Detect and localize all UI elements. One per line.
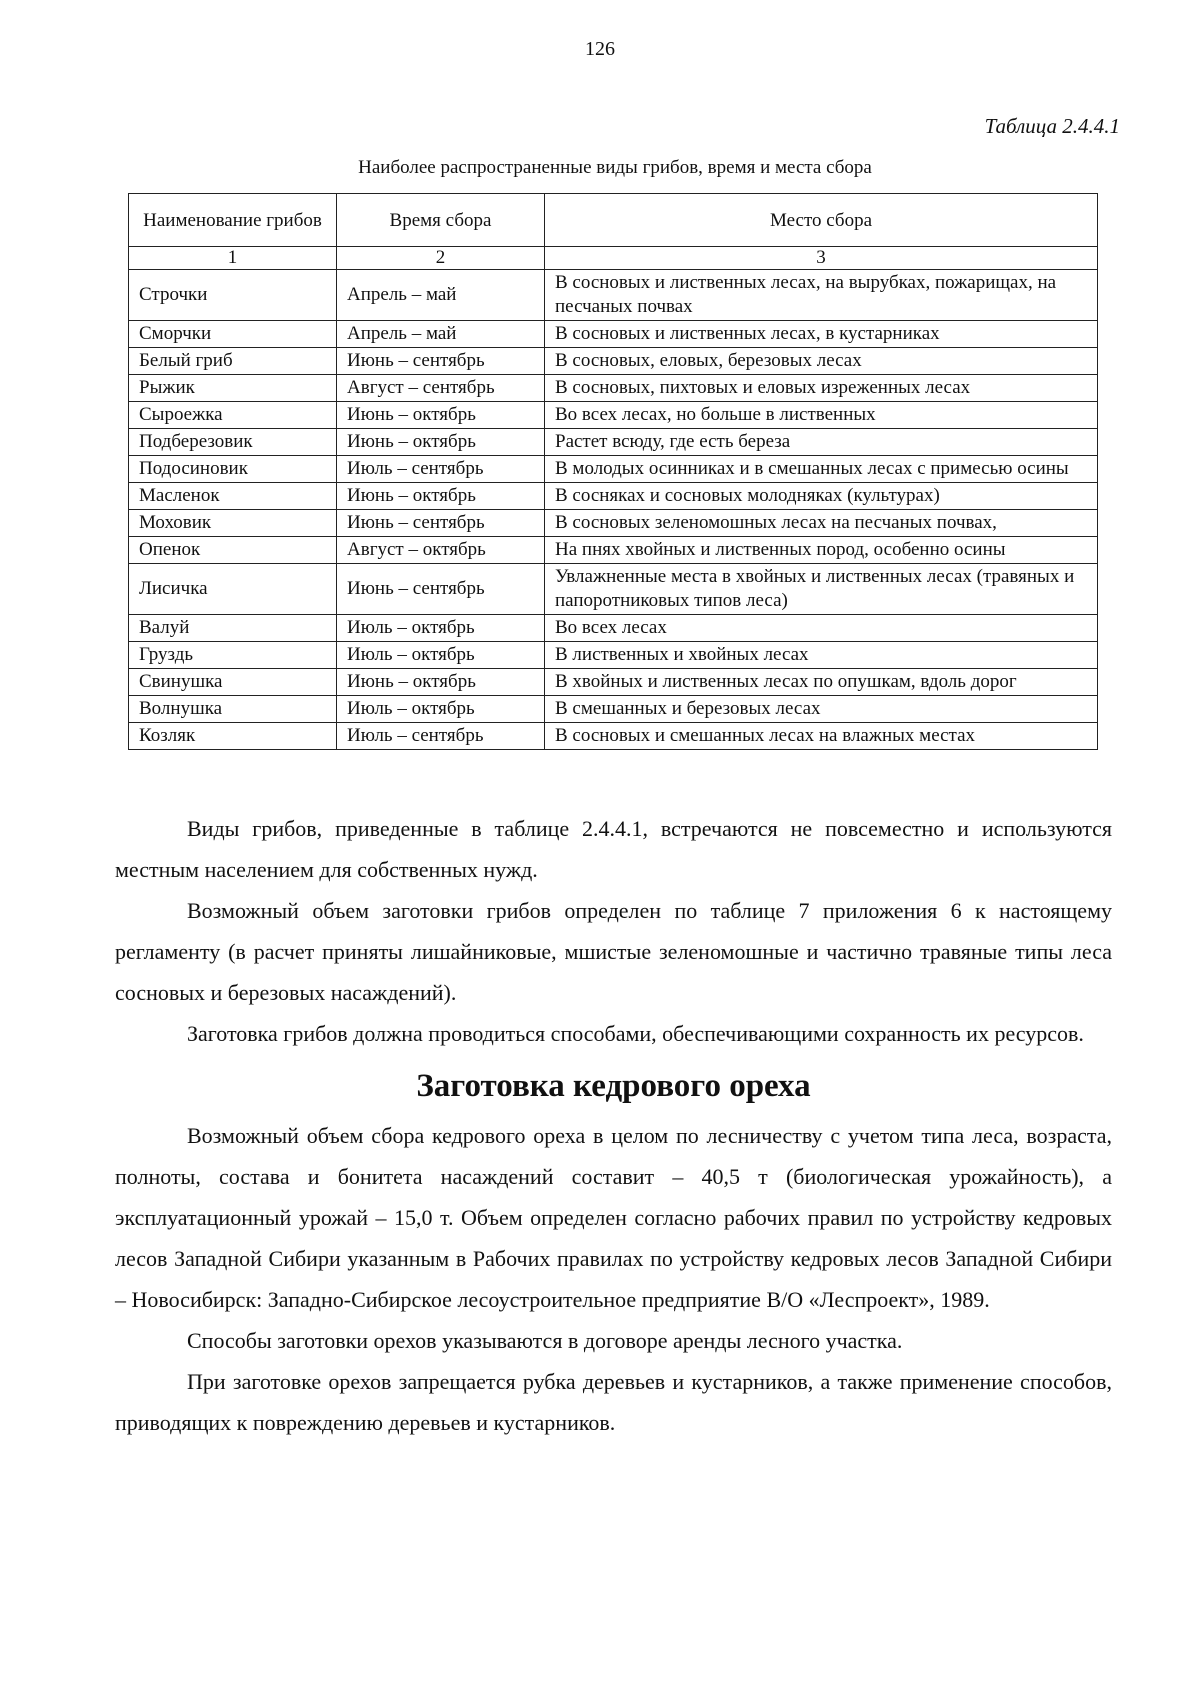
cell-place: На пнях хвойных и лиственных пород, особенно осины xyxy=(545,537,1098,564)
cell-name: Волнушка xyxy=(129,696,337,723)
cell-name: Сморчки xyxy=(129,321,337,348)
cell-time: Июль – октябрь xyxy=(337,696,545,723)
table-row xyxy=(129,615,1098,642)
cell-place: В молодых осинниках и в смешанных лесах с примесью осины xyxy=(545,456,1098,483)
cell-name: Рыжик xyxy=(129,375,337,402)
header-time: Время сбора xyxy=(337,194,545,247)
cell-name: Опенок xyxy=(129,537,337,564)
cell-time: Июль – октябрь xyxy=(337,615,545,642)
header-name: Наименование грибов xyxy=(129,194,337,247)
table-row xyxy=(129,456,1098,483)
table-label: Таблица 2.4.4.1 xyxy=(984,114,1120,138)
cell-place: В сосновых и смешанных лесах на влажных местах xyxy=(545,723,1098,750)
cell-time: Июнь – октябрь xyxy=(337,429,545,456)
table-caption: Наиболее распространенные виды грибов, время и места сбора xyxy=(358,157,872,178)
header-place: Место сбора xyxy=(545,194,1098,247)
column-number-3: 3 xyxy=(545,247,1098,270)
cell-name: Козляк xyxy=(129,723,337,750)
table-column-numbers-row xyxy=(129,247,1098,270)
cell-time: Август – сентябрь xyxy=(337,375,545,402)
paragraph: При заготовке орехов запрещается рубка деревьев и кустарников, а также применение способов, приводящих к повреждению деревьев и кустарников. xyxy=(115,1369,1112,1435)
cell-time: Август – октябрь xyxy=(337,537,545,564)
paragraph: Возможный объем сбора кедрового ореха в целом по лесничеству с учетом типа леса, возраста, полноты, состава и бонитета насаждений составит – 40,5 т (биологическая урожайность), а эксплуатационный урожай – 15,0 т. Объем определен согласно рабочих правил по устройству кедровых лесов Западной Сибири указанным в Рабочих правилах по устройству кедровых лесов Западной Сибири – Новосибирск: Западно-Сибирское лесоустроительное предприятие В/О «Леспроект», 1989. xyxy=(115,1123,1112,1312)
cell-place: В сосновых, пихтовых и еловых изреженных лесах xyxy=(545,375,1098,402)
cell-name: Груздь xyxy=(129,642,337,669)
paragraph: Способы заготовки орехов указываются в договоре аренды лесного участка. xyxy=(187,1328,903,1353)
table-row xyxy=(129,510,1098,537)
cell-place: Растет всюду, где есть береза xyxy=(545,429,1098,456)
section-heading: Заготовка кедрового ореха xyxy=(416,1068,811,1104)
cell-time: Июнь – октябрь xyxy=(337,669,545,696)
cell-place: В сосновых и лиственных лесах, на вырубках, пожарищах, на песчаных почвах xyxy=(545,270,1098,321)
paragraph: Возможный объем заготовки грибов определен по таблице 7 приложения 6 к настоящему регламенту (в расчет приняты лишайниковые, мшистые зеленомошные и частично травяные типы леса сосновых и березовых насаждений). xyxy=(115,898,1112,1005)
cell-name: Белый гриб xyxy=(129,348,337,375)
cell-time: Июнь – октябрь xyxy=(337,483,545,510)
paragraph: Виды грибов, приведенные в таблице 2.4.4.1, встречаются не повсеместно и используются местным населением для собственных нужд. xyxy=(115,816,1112,882)
cell-time: Июнь – октябрь xyxy=(337,402,545,429)
cell-place: В сосновых зеленомошных лесах на песчаных почвах, xyxy=(545,510,1098,537)
table-row xyxy=(129,564,1098,615)
paragraph: Заготовка грибов должна проводиться способами, обеспечивающими сохранность их ресурсов. xyxy=(187,1021,1084,1046)
cell-place: В лиственных и хвойных лесах xyxy=(545,642,1098,669)
cell-name: Валуй xyxy=(129,615,337,642)
table-row xyxy=(129,723,1098,750)
table-row xyxy=(129,696,1098,723)
cell-time: Июль – сентябрь xyxy=(337,456,545,483)
body-text xyxy=(115,808,1112,1443)
cell-time: Апрель – май xyxy=(337,321,545,348)
table-header-row xyxy=(129,194,1098,247)
cell-time: Июль – октябрь xyxy=(337,642,545,669)
table-row xyxy=(129,375,1098,402)
cell-name: Моховик xyxy=(129,510,337,537)
table-row xyxy=(129,669,1098,696)
cell-name: Подберезовик xyxy=(129,429,337,456)
cell-place: В смешанных и березовых лесах xyxy=(545,696,1098,723)
cell-name: Масленок xyxy=(129,483,337,510)
column-number-2: 2 xyxy=(337,247,545,270)
cell-time: Апрель – май xyxy=(337,270,545,321)
cell-place: В сосновых и лиственных лесах, в кустарниках xyxy=(545,321,1098,348)
cell-place: Во всех лесах xyxy=(545,615,1098,642)
table-row xyxy=(129,483,1098,510)
table-row xyxy=(129,642,1098,669)
table-row xyxy=(129,270,1098,321)
cell-time: Июль – сентябрь xyxy=(337,723,545,750)
cell-place: Во всех лесах, но больше в лиственных xyxy=(545,402,1098,429)
table-row xyxy=(129,348,1098,375)
cell-place: В сосняках и сосновых молодняках (культурах) xyxy=(545,483,1098,510)
cell-time: Июнь – сентябрь xyxy=(337,348,545,375)
table-row xyxy=(129,402,1098,429)
page-number: 126 xyxy=(585,38,615,60)
cell-name: Подосиновик xyxy=(129,456,337,483)
table-row xyxy=(129,537,1098,564)
cell-place: В хвойных и лиственных лесах по опушкам, вдоль дорог xyxy=(545,669,1098,696)
cell-name: Строчки xyxy=(129,270,337,321)
column-number-1: 1 xyxy=(129,247,337,270)
table-row xyxy=(129,429,1098,456)
cell-place: В сосновых, еловых, березовых лесах xyxy=(545,348,1098,375)
cell-time: Июнь – сентябрь xyxy=(337,564,545,615)
cell-time: Июнь – сентябрь xyxy=(337,510,545,537)
table-row xyxy=(129,321,1098,348)
cell-name: Лисичка xyxy=(129,564,337,615)
cell-name: Свинушка xyxy=(129,669,337,696)
fungi-table xyxy=(128,193,1098,750)
cell-place: Увлажненные места в хвойных и лиственных лесах (травяных и папоротниковых типов леса) xyxy=(545,564,1098,615)
cell-name: Сыроежка xyxy=(129,402,337,429)
